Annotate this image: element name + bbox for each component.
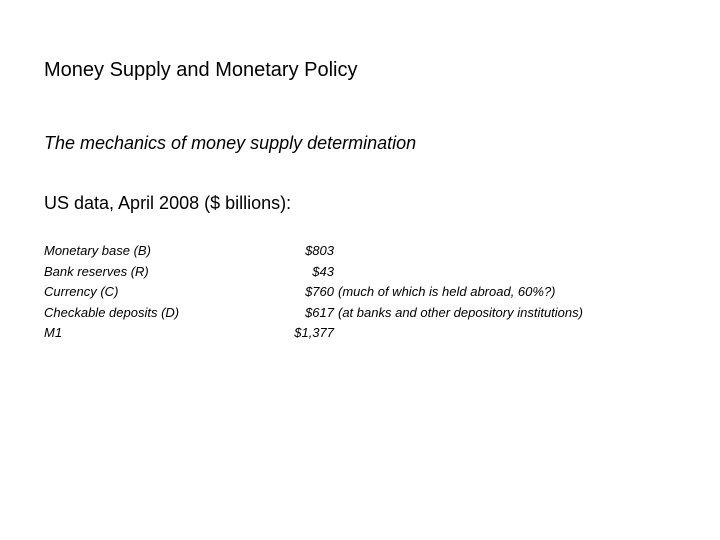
row-label: Bank reserves (R) [44,263,149,279]
table-row-bank-reserves [44,262,684,283]
row-label: Monetary base (B) [44,243,151,258]
slide-title: Money Supply and Monetary Policy [44,59,358,81]
row-value: $760 [305,284,334,299]
slide-subtitle: The mechanics of money supply determination [44,133,417,153]
row-value: $1,377 [294,325,334,340]
row-value: $803 [305,243,334,258]
row-label: M1 [44,325,63,340]
row-value: $617 [305,304,334,320]
money-data-table [44,241,684,344]
table-row-m1 [44,323,684,344]
table-row-monetary-base [44,241,684,262]
table-row-checkable-deposits [44,303,684,324]
table-row-currency [44,282,684,303]
row-note: (at banks and other depository institutions) [338,304,583,320]
row-note: (much of which is held abroad, 60%?) [338,284,556,299]
data-heading: US data, April 2008 ($ billions): [44,193,292,213]
row-label: Currency (C) [44,284,119,299]
row-value: $43 [312,263,334,279]
row-label: Checkable deposits (D) [44,304,180,320]
